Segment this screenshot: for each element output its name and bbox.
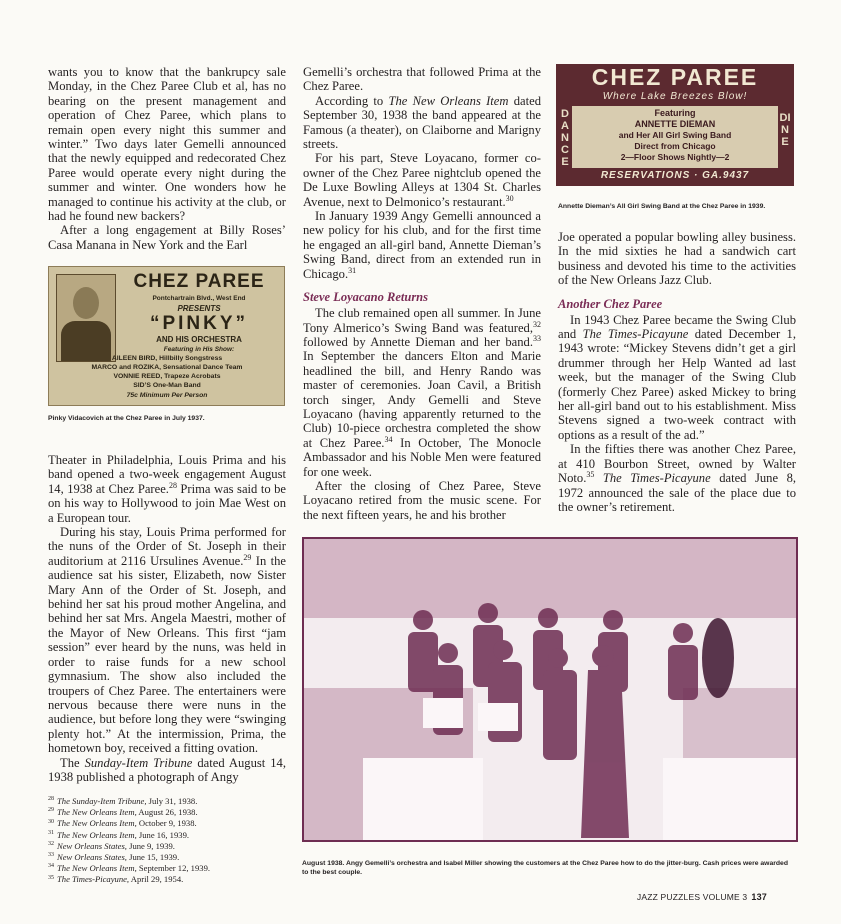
ad-act: VONNIE REED, Trapeze Acrobats [113, 373, 221, 380]
paragraph: Gemelli’s orchestra that followed Prima at the Chez Paree. [303, 65, 541, 94]
ad-line: 2—Floor Shows Nightly—2 [620, 152, 730, 162]
footnote: $^{29}$ The New Orleans Item, August 26, 1938. [48, 807, 198, 818]
pinky-advertisement [48, 266, 285, 406]
paragraph: In 1943 Chez Paree became the Swing Club and The Times-Picayune dated December 1, 1943 wrote: “Mickey Stevens didn’t get a girl drummer through her Help Wanted ad last week, but the manager of the Swing Club (formerly Chez Paree) asked Mickey to bring her all-girl band out to his establishment. Miss Stevens signed a two-week contract with options as a result of the ad.” [558, 312, 796, 442]
paragraph: In the fifties there was another Chez Paree, at 410 Bourbon Street, owned by Walter Noto.$^{35}$ The Times-Picayune dated June 8, 1972 announced the sale of the place due to the owner’s retirement. [558, 442, 797, 514]
footnote: $^{28}$ The Sunday-Item Tribune, July 31, 1938. [48, 796, 198, 806]
ad-title: CHEZ PAREE [133, 271, 265, 292]
paragraph: Joe operated a popular bowling alley business. In the mid sixties he had a sandwich cart business and devoted his time to the activities of the New Orleans Jazz Club. [558, 230, 796, 288]
section-heading: Another Chez Paree [558, 296, 663, 311]
ad-act: AILEEN BIRD, Hillbilly Songstress [111, 355, 223, 362]
ad-panel [572, 106, 778, 168]
footnote: $^{33}$ New Orleans States, June 15, 1939. [48, 852, 180, 863]
chez-paree-advertisement [556, 64, 794, 186]
paragraph: Theater in Philadelphia, Louis Prima and his band opened a two-week engagement August 14, 1938 at Chez Paree.$^{28}$ Prima was said to be on his way to Hollywood to join Mae West on a European tour. [48, 453, 286, 525]
ad-featuring: Featuring in His Show: [163, 346, 235, 353]
ad-address: Pontchartrain Blvd., West End [152, 295, 246, 302]
column-2 [303, 65, 541, 522]
ad-act: MARCO and ROZIKA, Sensational Dance Team [91, 364, 243, 371]
paragraph: After a long engagement at Billy Roses’ Casa Manana in New York and the Earl [48, 223, 286, 252]
ad-dine-word: DINE [779, 112, 791, 148]
ad-performer-name: “PINKY” [149, 313, 249, 334]
paragraph: For his part, Steve Loyacano, former co-owner of the Chez Paree nightclub opened the De Luxe Bowling Alleys at 1304 St. Charles Avenue, next to Delmonico’s restaurant.$^{30}$ [303, 151, 541, 209]
ad-dance-word: DANCE [561, 108, 569, 168]
paragraph: During his stay, Louis Prima performed for the nuns of the Order of St. Joseph in their auditorium at 2116 Ursulines Avenue.$^{29}$ In the audience sat his sister, Elizabeth, now Sister Mary Ann of the Order of St. Joseph, and behind her sat his proud mother Angelina, and behind her sat Mrs. Angela Maestri, mother of the Mayor of New Orleans. This first “jam session” ever heard by the nuns, was held in order to raise funds for a new school gymnasium. The show also included the troupers of Chez Paree. The entertainers were nervous because there were nuns in the audience, but before long they were “swinging plenty hot.” At the intermission, Prima, the hometown boy, received a fitting ovation. [48, 525, 286, 756]
orchestra-photo [302, 537, 798, 842]
column-3 [558, 230, 796, 514]
footnotes [48, 796, 288, 886]
paragraph: According to The New Orleans Item dated September 30, 1938 the band appeared at the Famous (a theater), on Claiborne and Marigny streets. [303, 93, 542, 152]
page-footer [637, 892, 767, 902]
paragraph: The club remained open all summer. In June Tony Almerico’s Swing Band was featured,$^{32}$ followed by Annette Dieman and her band.$^{33}$ In September the dancers Elton and Marie headlined the bill, and Henry Rando was master of ceremonies. Joan Cavil, a British torch singer, Andy Gemelli and Steve Loyacano (having apparently returned to the Club) 10-piece orchestra completed the show at Chez Paree.$^{34}$ In October, The Monocle Ambassador and his Noble Men were featured for one week. [303, 306, 541, 479]
publication-title: JAZZ PUZZLES VOLUME 3 [636, 892, 748, 902]
ad-line: Featuring [654, 108, 696, 118]
paragraph: The Sunday-Item Tribune dated August 14, 1938 published a photograph of Angy [48, 755, 286, 784]
photo-caption: August 1938. Angy Gemelli’s orchestra and Isabel Miller showing the customers at the Chez Paree how to do the jitter-burg. Cash prices were awarded to the best couple. [302, 860, 788, 876]
paragraph: wants you to know that the bankrupcy sale Monday, in the Chez Paree Club et al, has no bearing on the present management and operation of Chez Paree, which plans to remain open every night this summer and winter.” Two days later Gemelli announced that the newly equipped and redecorated Chez Paree would operate every night during the summer and winter. One wonders how he managed to continue his activity at the club, or had he found new backers? [48, 65, 286, 224]
ad-presents: PRESENTS [177, 304, 221, 313]
ad-minimum: 75c Minimum Per Person [126, 392, 208, 399]
page-number: 137 [751, 892, 767, 902]
column-1-top [48, 65, 286, 252]
ad-line: Direct from Chicago [634, 141, 716, 151]
ad-line: and Her All Girl Swing Band [618, 130, 732, 140]
ad-tagline: Where Lake Breezes Blow! [602, 91, 748, 102]
paragraph: In January 1939 Angy Gemelli announced a new policy for his club, and for the first time he engaged an all-girl band, Annette Dieman’s Swing Band, direct from an extended run in Chicago.$^{31}$ [303, 209, 541, 281]
section-heading: Steve Loyacano Returns [303, 290, 428, 305]
footnote: $^{30}$ The New Orleans Item, October 9, 1938. [48, 818, 197, 829]
chez-ad-caption: Annette Dieman’s All Girl Swing Band at the Chez Paree in 1939. [558, 203, 766, 210]
footnote: $^{34}$ The New Orleans Item, September 12, 1939. [48, 863, 211, 874]
footnote: $^{31}$ The New Orleans Item, June 16, 1939. [48, 829, 190, 840]
ad-reservations: RESERVATIONS · GA.9437 [600, 170, 750, 181]
footnote: $^{35}$ The Times-Picayune, April 29, 1954. [48, 874, 184, 885]
footnote: $^{32}$ New Orleans States, June 9, 1939. [48, 840, 175, 851]
column-1-bottom [48, 453, 286, 784]
orchestra-photo-illustration [303, 538, 797, 841]
ad-line: ANNETTE DIEMAN [634, 119, 716, 129]
ad-act: SID’S One-Man Band [133, 382, 201, 389]
ad-orchestra: AND HIS ORCHESTRA [156, 335, 242, 344]
pinky-ad-caption: Pinky Vidacovich at the Chez Paree in July 1937. [48, 415, 205, 422]
ad-title: CHEZ PAREE [591, 64, 759, 90]
pinky-portrait-photo [56, 274, 116, 362]
paragraph: After the closing of Chez Paree, Steve Loyacano retired from the music scene. For the next fifteen years, he and his brother [303, 478, 541, 522]
